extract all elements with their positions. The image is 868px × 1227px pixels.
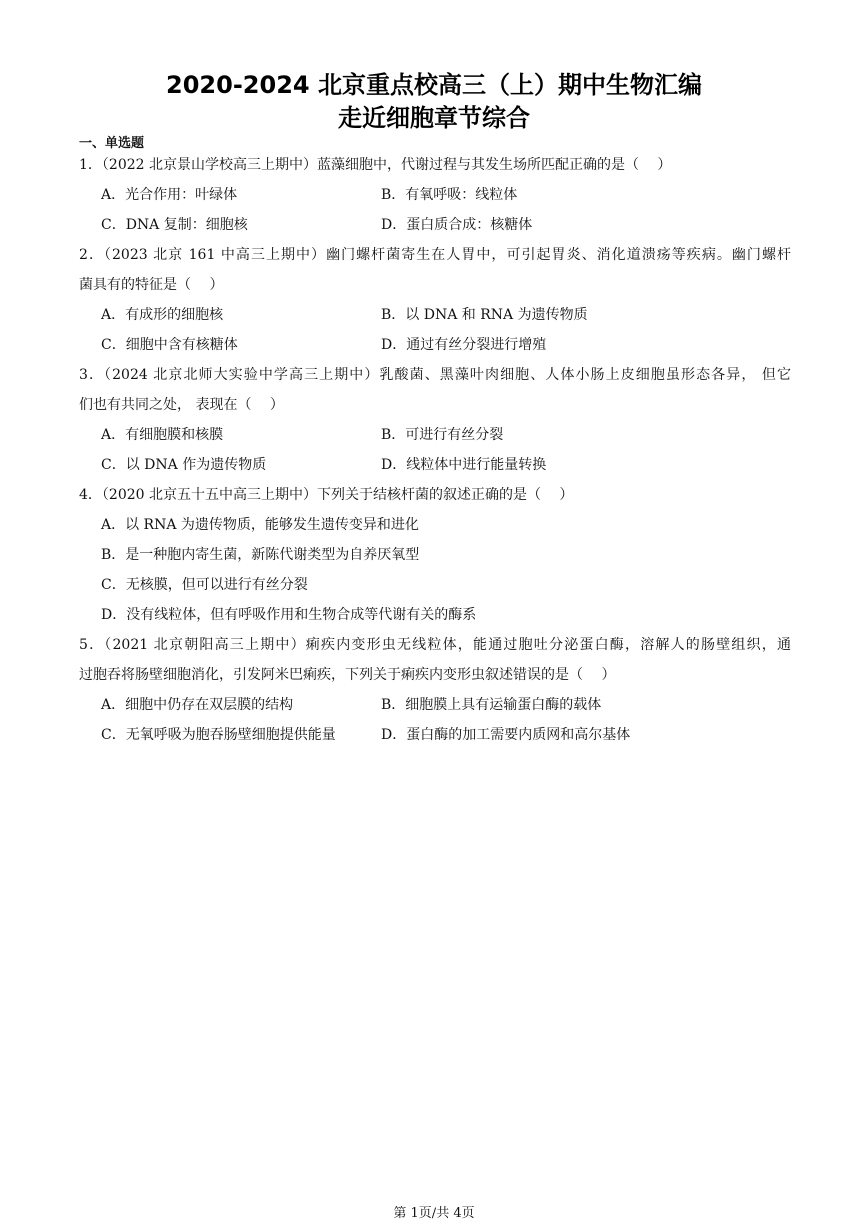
question-4-option-d: D．没有线粒体，但有呼吸作用和生物合成等代谢有关的酶系 [101, 607, 477, 623]
question-2-option-d: D．通过有丝分裂进行增殖 [381, 337, 547, 353]
question-3-option-d: D．线粒体中进行能量转换 [381, 457, 547, 473]
question-5-option-a: A．细胞中仍存在双层膜的结构 [101, 697, 294, 713]
question-1-option-a: A．光合作用：叶绿体 [101, 187, 238, 203]
question-4-option-a: A．以 RNA 为遗传物质，能够发生遗传变异和进化 [101, 517, 419, 533]
question-4-stem: 4．（2020 北京五十五中高三上期中）下列关于结核杆菌的叙述正确的是（ ） [79, 487, 574, 503]
page-number-footer: 第 1页/共 4页 [393, 1206, 475, 1221]
question-2-option-a: A．有成形的细胞核 [101, 307, 224, 323]
question-2-stem-line-2: 菌具有的特征是（ ） [79, 277, 224, 293]
question-5-option-d: D．蛋白酶的加工需要内质网和高尔基体 [381, 727, 631, 743]
question-2-option-b: B．以 DNA 和 RNA 为遗传物质 [381, 307, 588, 323]
question-2-option-c: C．细胞中含有核糖体 [101, 337, 238, 353]
question-3-option-b: B．可进行有丝分裂 [381, 427, 504, 443]
question-1-option-d: D．蛋白质合成：核糖体 [381, 217, 533, 233]
question-3-option-c: C．以 DNA 作为遗传物质 [101, 457, 267, 473]
question-5-stem-line-1: 5．（2021 北京朝阳高三上期中）痢疾内变形虫无线粒体，能通过胞吐分泌蛋白酶，溶解人的肠壁组织，通 [79, 637, 791, 653]
question-1-option-c: C．DNA 复制：细胞核 [101, 217, 248, 233]
question-4-option-b: B．是一种胞内寄生菌，新陈代谢类型为自养厌氧型 [101, 547, 420, 563]
document-title: 2020-2024 北京重点校高三（上）期中生物汇编 [166, 71, 702, 99]
question-3-stem-line-2: 们也有共同之处， 表现在（ ） [79, 397, 284, 413]
document-subtitle: 走近细胞章节综合 [338, 104, 530, 132]
question-5-stem-line-2: 过胞吞将肠壁细胞消化，引发阿米巴痢疾，下列关于痢疾内变形虫叙述错误的是（ ） [79, 667, 616, 683]
question-5-option-b: B．细胞膜上具有运输蛋白酶的载体 [381, 697, 602, 713]
question-3-option-a: A．有细胞膜和核膜 [101, 427, 224, 443]
question-3-stem-line-1: 3．（2024 北京北师大实验中学高三上期中）乳酸菌、黑藻叶肉细胞、人体小肠上皮细胞虽形态各异， 但它 [79, 367, 791, 383]
question-4-option-c: C．无核膜，但可以进行有丝分裂 [101, 577, 308, 593]
question-1-stem: 1．（2022 北京景山学校高三上期中）蓝藻细胞中，代谢过程与其发生场所匹配正确的是（ ） [79, 157, 672, 173]
question-1-option-b: B．有氧呼吸：线粒体 [381, 187, 518, 203]
question-5-option-c: C．无氧呼吸为胞吞肠壁细胞提供能量 [101, 727, 336, 743]
section-heading: 一、单选题 [79, 136, 145, 151]
question-2-stem-line-1: 2．（2023 北京 161 中高三上期中）幽门螺杆菌寄生在人胃中，可引起胃炎、消化道溃疡等疾病。幽门螺杆 [79, 247, 791, 263]
